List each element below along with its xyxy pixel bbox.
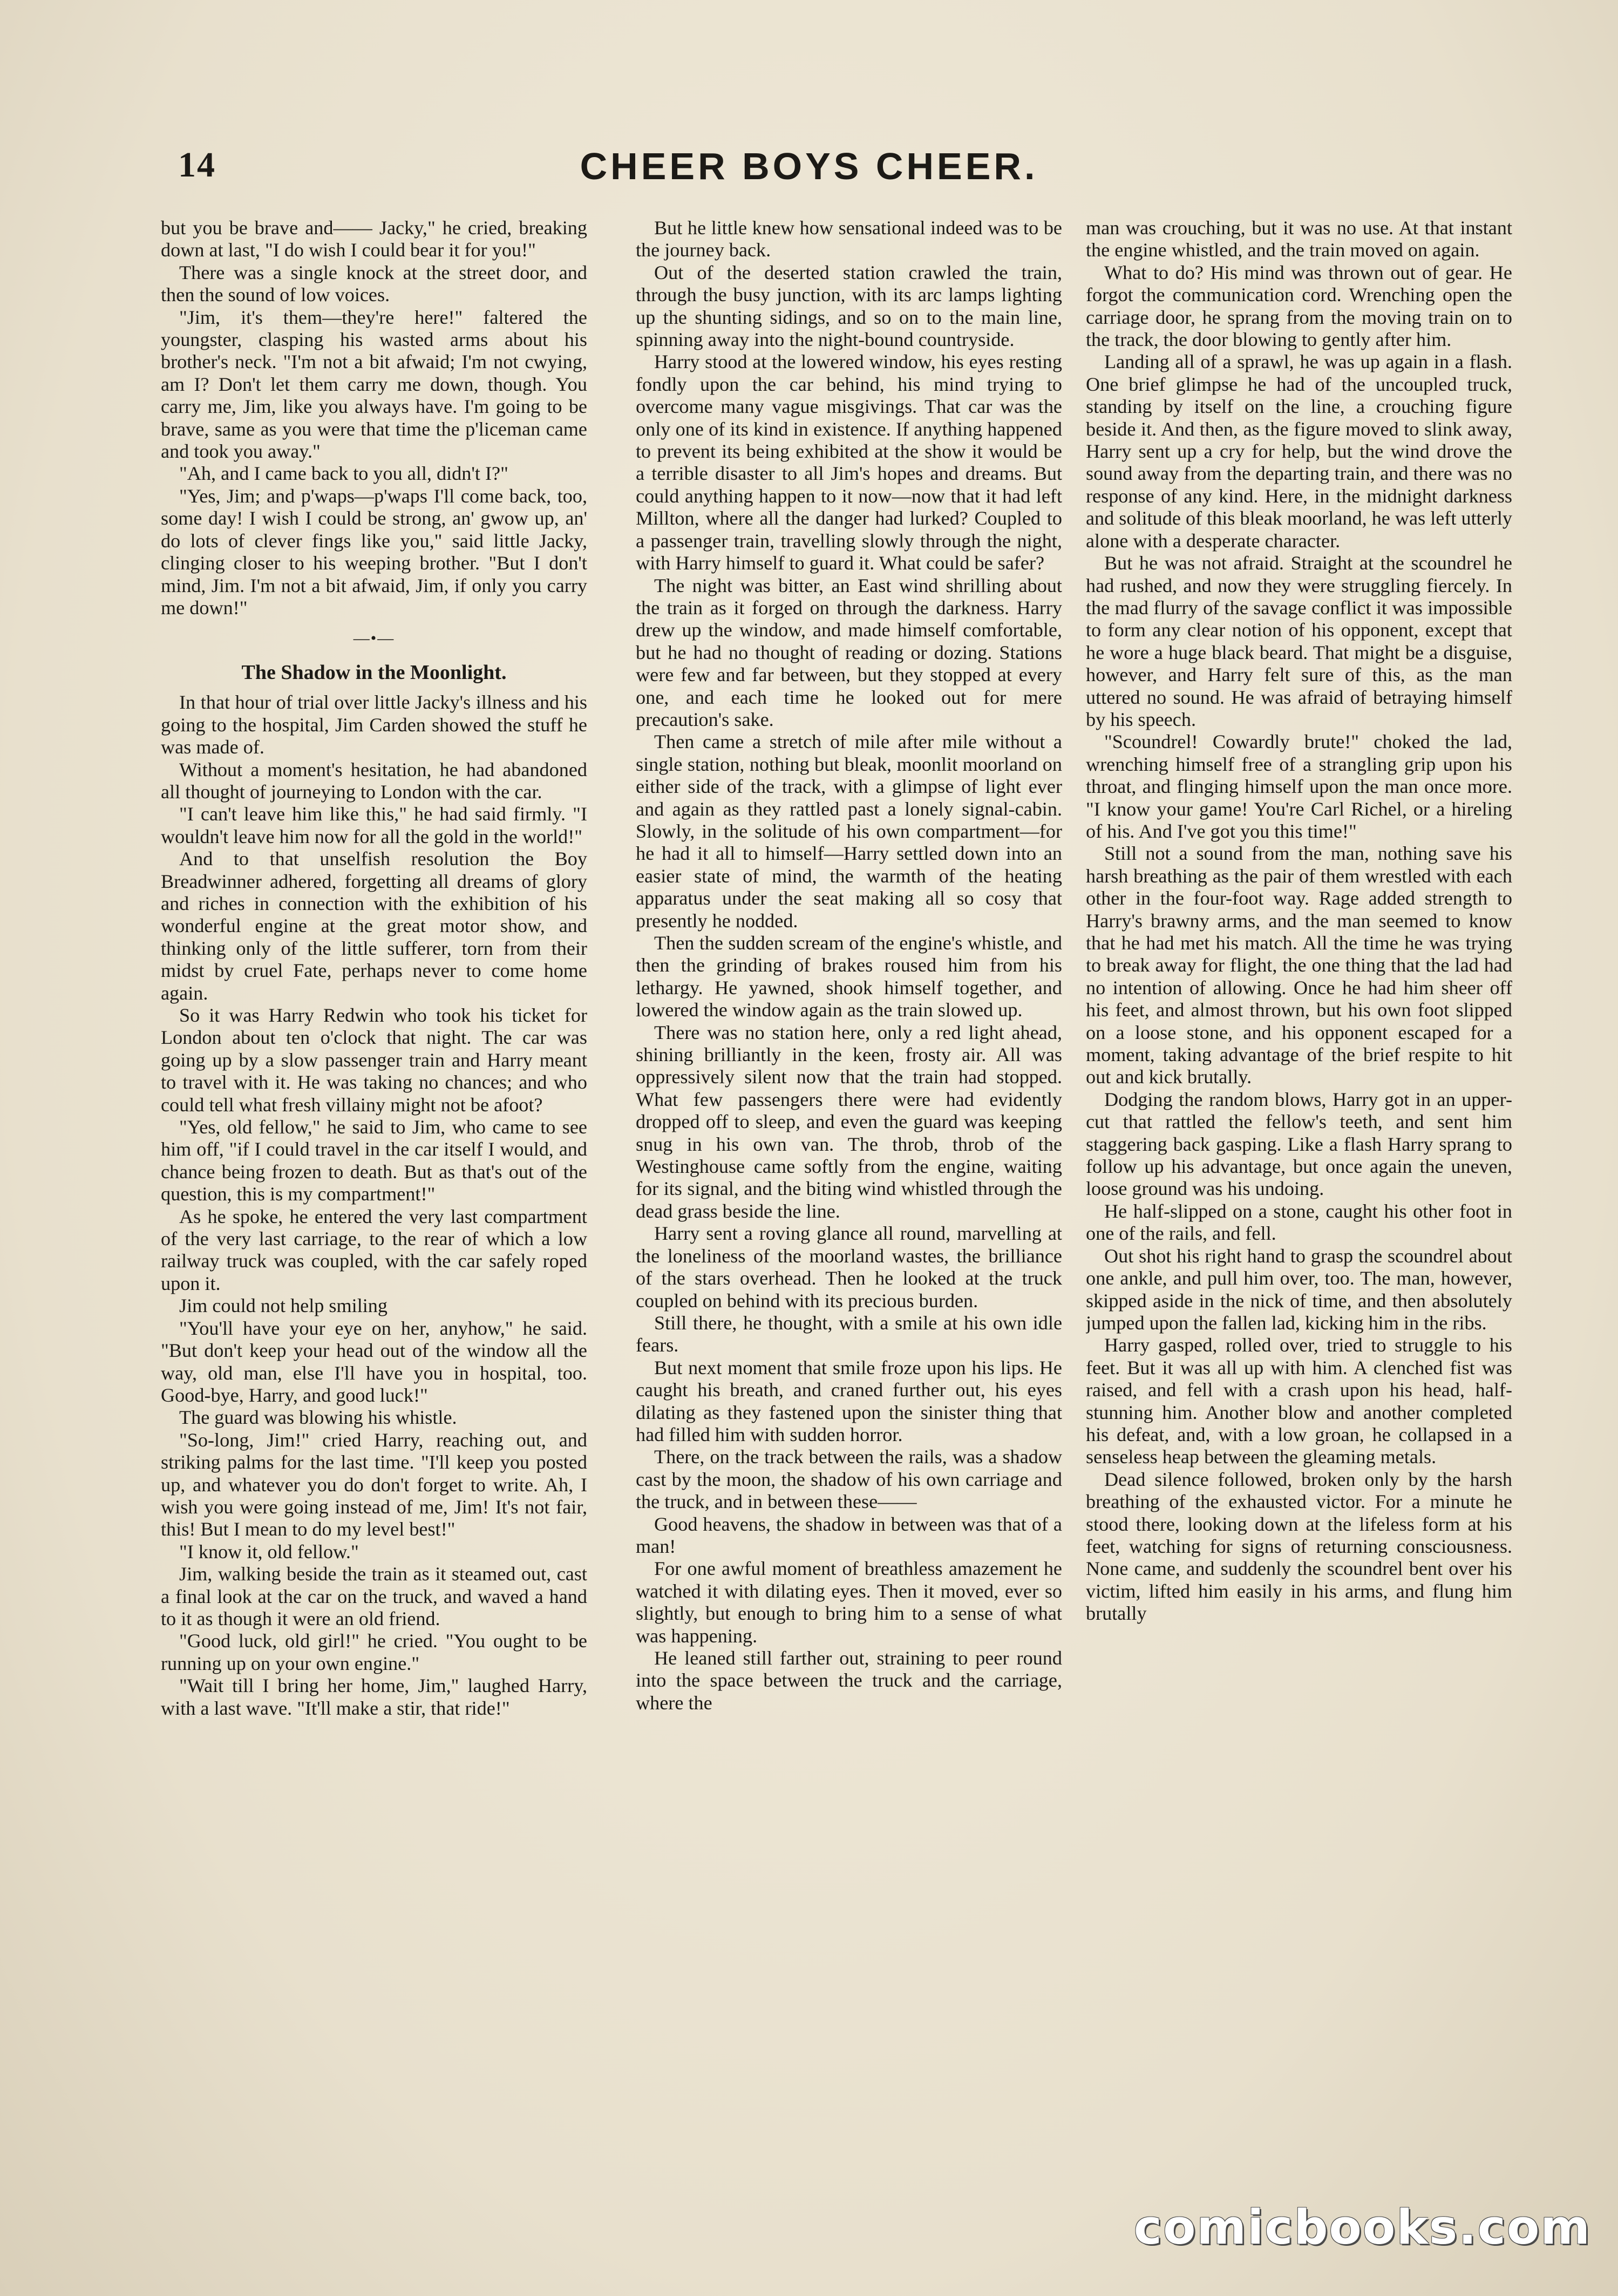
paragraph: And to that unselfish resolution the Boy Breadwinner adhered, forgetting all dreams of glory and riches in connection with the exhibition of his wonderful engine at the great motor show, and thinking only of the little sufferer, torn from their midst by cruel Fate, perhaps never to come home again.: [161, 848, 587, 1004]
paragraph: There was no station here, only a red light ahead, shining brilliantly in the keen, frosty air. All was oppressively silent now that the train had stopped. What few passengers there were had evidently dropped off to sleep, and even the guard was keeping snug in his own van. The throb, throb of the Westinghouse came softly from the engine, waiting for its signal, and the biting wind whistled through the dead grass beside the line.: [636, 1021, 1062, 1222]
paragraph: Still not a sound from the man, nothing save his harsh breathing as the pair of them wrestled with each other in the four-foot way. Rage added strength to Harry's brawny arms, and the man seemed to know that he had met his match. All the time he was trying to break away for flight, the one thing that the lad had no intention of allowing. Once he had him sheer off his feet, and almost thrown, but his own foot slipped on a loose stone, and his opponent escaped for a moment, taking advantage of the brief respite to hit out and kick brutally.: [1086, 843, 1512, 1088]
paragraph: The night was bitter, an East wind shrilling about the train as it forged on through the darkness. Harry drew up the window, and made himself comfortable, but he had no thought of reading or dozing. Stations were few and far between, but they stopped at every one, and each time he looked out for mere precaution's sake.: [636, 574, 1062, 730]
paragraph: "Ah, and I came back to you all, didn't I?": [179, 463, 508, 485]
watermark-logo: comicbooks.com: [1133, 2199, 1591, 2255]
paragraph: Harry gasped, rolled over, tried to struggle to his feet. But it was all up with him. A clenched fist was raised, and fell with a crash upon his head, half-stunning him. Another blow and another completed his defeat, and, with a low groan, he collapsed in a senseless heap between the gleaming metals.: [1086, 1334, 1512, 1468]
paragraph: "I can't leave him like this," he had said firmly. "I wouldn't leave him now for all the gold in the world!": [161, 803, 587, 847]
column-1-opening-paragraphs: [161, 217, 587, 619]
section-heading: The Shadow in the Moonlight.: [241, 661, 507, 684]
paragraph: Out of the deserted station crawled the train, through the busy junction, with its arc lamps lighting up the shunting sidings, and so on to the main line, spinning away into the night-bound countryside.: [636, 261, 1062, 351]
paragraph: In that hour of trial over little Jacky's illness and his going to the hospital, Jim Carden showed the stuff he was made of.: [161, 691, 587, 758]
paragraph: He half-slipped on a stone, caught his other foot in one of the rails, and fell.: [1086, 1200, 1512, 1245]
paragraph: "Yes, old fellow," he said to Jim, who came to see him off, "if I could travel in the car itself I would, and chance being frozen to death. But as that's out of the question, this is my compartment!": [161, 1116, 587, 1205]
paragraph: Landing all of a sprawl, he was up again in a flash. One brief glimpse he had of the uncoupled truck, standing by itself on the line, a crouching figure beside it. And then, as the figure moved to slink away, Harry sent up a cry for help, but the wind drove the sound away from the departing train, and there was no response of any kind. Here, in the midnight darkness and solitude of this bleak moorland, he was left utterly alone with a desperate character.: [1086, 351, 1512, 552]
paragraph: Without a moment's hesitation, he had abandoned all thought of journeying to London with the car.: [161, 758, 587, 803]
paragraph: He leaned still farther out, straining to peer round into the space between the truck and the carriage, where the: [636, 1647, 1062, 1714]
text-column-3: [1086, 217, 1512, 2155]
running-head-title: CHEER BOYS CHEER.: [580, 145, 1038, 187]
paragraph: "I know it, old fellow.": [179, 1540, 359, 1563]
paragraph: There was a single knock at the street door, and then the sound of low voices.: [161, 261, 587, 306]
paragraph: "Scoundrel! Cowardly brute!" choked the lad, wrenching himself free of a strangling grip upon his throat, and flinging himself upon the man once more. "I know your game! You're Carl Richel, or a hireling of his. And I've got you this time!": [1086, 731, 1512, 842]
paragraph: The guard was blowing his whistle.: [179, 1407, 457, 1429]
section-divider: —•—: [353, 629, 395, 648]
paragraph: "Jim, it's them—they're here!" faltered the youngster, clasping his wasted arms about his brother's neck. "I'm not a bit afwaid; I'm not cwying, am I? Don't let them carry me down, though. You carry me, Jim, like you always have. I'm going to be brave, same as you were that time the p'liceman came and took you away.": [161, 306, 587, 463]
paragraph: "Wait till I bring her home, Jim," laughed Harry, with a last wave. "It'll make a stir, that ride!": [161, 1675, 587, 1719]
paragraph: Good heavens, the shadow in between was that of a man!: [636, 1513, 1062, 1557]
paragraph: "Good luck, old girl!" he cried. "You ought to be running up on your own engine.": [161, 1630, 587, 1674]
text-column-2: [636, 217, 1062, 2155]
paragraph: man was crouching, but it was no use. At that instant the engine whistled, and the train moved on again.: [1086, 217, 1512, 261]
paragraph: but you be brave and—— Jacky," he cried, breaking down at last, "I do wish I could bear it for you!": [161, 217, 587, 261]
page-number: 14: [178, 145, 216, 185]
paragraph: Jim, walking beside the train as it steamed out, cast a final look at the car on the truck, and waved a hand to it as though it were an old friend.: [161, 1563, 587, 1629]
paragraph: Still there, he thought, with a smile at his own idle fears.: [636, 1312, 1062, 1356]
paragraph: Harry stood at the lowered window, his eyes resting fondly upon the car behind, his mind trying to overcome many vague misgivings. That car was the only one of its kind in existence. If anything happened to prevent its being exhibited at the show it would be a terrible disaster to all Jim's hopes and dreams. But could anything happen to it now—now that it had left Millton, where all the danger had lurked? Coupled to a passenger train, travelling slowly through the night, with Harry himself to guard it. What could be safer?: [636, 351, 1062, 574]
paragraph: So it was Harry Redwin who took his ticket for London about ten o'clock that night. The car was going up by a slow passenger train and Harry meant to travel with it. He was taking no chances; and who could tell what fresh villainy might not be afoot?: [161, 1004, 587, 1116]
paragraph: But he was not afraid. Straight at the scoundrel he had rushed, and now they were struggling fiercely. In the mad flurry of the savage conflict it was impossible to form any clear notion of his opponent, except that he wore a huge black beard. That might be a disguise, however, and Harry felt sure of this, as the man uttered no sound. He was afraid of betraying himself by his speech.: [1086, 552, 1512, 730]
text-column-1: [161, 217, 587, 2155]
paragraph: "Yes, Jim; and p'waps—p'waps I'll come back, too, some day! I wish I could be strong, an' gwow up, an' do lots of clever fings like you," said little Jacky, clinging closer to his weeping brother. "But I don't mind, Jim. I'm not a bit afwaid, Jim, if only you carry me down!": [161, 485, 587, 619]
paragraph: For one awful moment of breathless amazement he watched it with dilating eyes. Then it moved, ever so slightly, but enough to bring him to a sense of what was happening.: [636, 1558, 1062, 1647]
paragraph: Out shot his right hand to grasp the scoundrel about one ankle, and pull him over, too. The man, however, skipped aside in the nick of time, and then absolutely jumped upon the fallen lad, kicking him in the ribs.: [1086, 1245, 1512, 1334]
paragraph: "So-long, Jim!" cried Harry, reaching out, and striking palms for the last time. "I'll keep you posted up, and whatever you do don't forget to write. Ah, I wish you were going instead of me, Jim! It's not fair, this! But I mean to do my level best!": [161, 1429, 587, 1540]
paragraph: Harry sent a roving glance all round, marvelling at the loneliness of the moorland wastes, the brilliance of the stars overhead. Then he looked at the truck coupled on behind with its precious burden.: [636, 1222, 1062, 1312]
paragraph: Dead silence followed, broken only by the harsh breathing of the exhausted victor. For a minute he stood there, looking down at the lifeless form at his feet, watching for signs of returning consciousness. None came, and suddenly the scoundrel bent over his victim, lifted him easily in his arms, and flung him brutally: [1086, 1468, 1512, 1625]
paragraph: As he spoke, he entered the very last compartment of the very last carriage, to the rear of which a low railway truck was coupled, with the car safely roped upon it.: [161, 1205, 587, 1294]
paragraph: But he little knew how sensational indeed was to be the journey back.: [636, 217, 1062, 261]
paragraph: Jim could not help smiling: [179, 1295, 387, 1317]
paragraph: But next moment that smile froze upon his lips. He caught his breath, and craned further out, his eyes dilating as they fastened upon the sinister thing that had filled him with sudden horror.: [636, 1356, 1062, 1445]
paragraph: There, on the track between the rails, was a shadow cast by the moon, the shadow of his own carriage and the truck, and in between these——: [636, 1446, 1062, 1513]
column-1-section-paragraphs: [161, 691, 587, 1720]
paragraph: "You'll have your eye on her, anyhow," he said. "But don't keep your head out of the window all the way, old man, else I'll have you in hospital, too. Good-bye, Harry, and good luck!": [161, 1317, 587, 1406]
paragraph: Dodging the random blows, Harry got in an upper-cut that rattled the fellow's teeth, and sent him staggering back gasping. Like a flash Harry sprang to follow up his advantage, but once again the uneven, loose ground was his undoing.: [1086, 1088, 1512, 1200]
paragraph: Then the sudden scream of the engine's whistle, and then the grinding of brakes roused him from his lethargy. He yawned, shook himself together, and lowered the window again as the train slowed up.: [636, 932, 1062, 1021]
paragraph: What to do? His mind was thrown out of gear. He forgot the communication cord. Wrenching open the carriage door, he sprang from the moving train on to the track, the door blowing to gently after him.: [1086, 261, 1512, 351]
paragraph: Then came a stretch of mile after mile without a single station, nothing but bleak, moonlit moorland on either side of the track, with a glimpse of light ever and again as they rattled past a lonely signal-cabin. Slowly, in the solitude of his own compartment—for he had it all to himself—Harry settled down into an easier state of mind, the warmth of the heating apparatus under the seat making all so cosy that presently he nodded.: [636, 731, 1062, 932]
